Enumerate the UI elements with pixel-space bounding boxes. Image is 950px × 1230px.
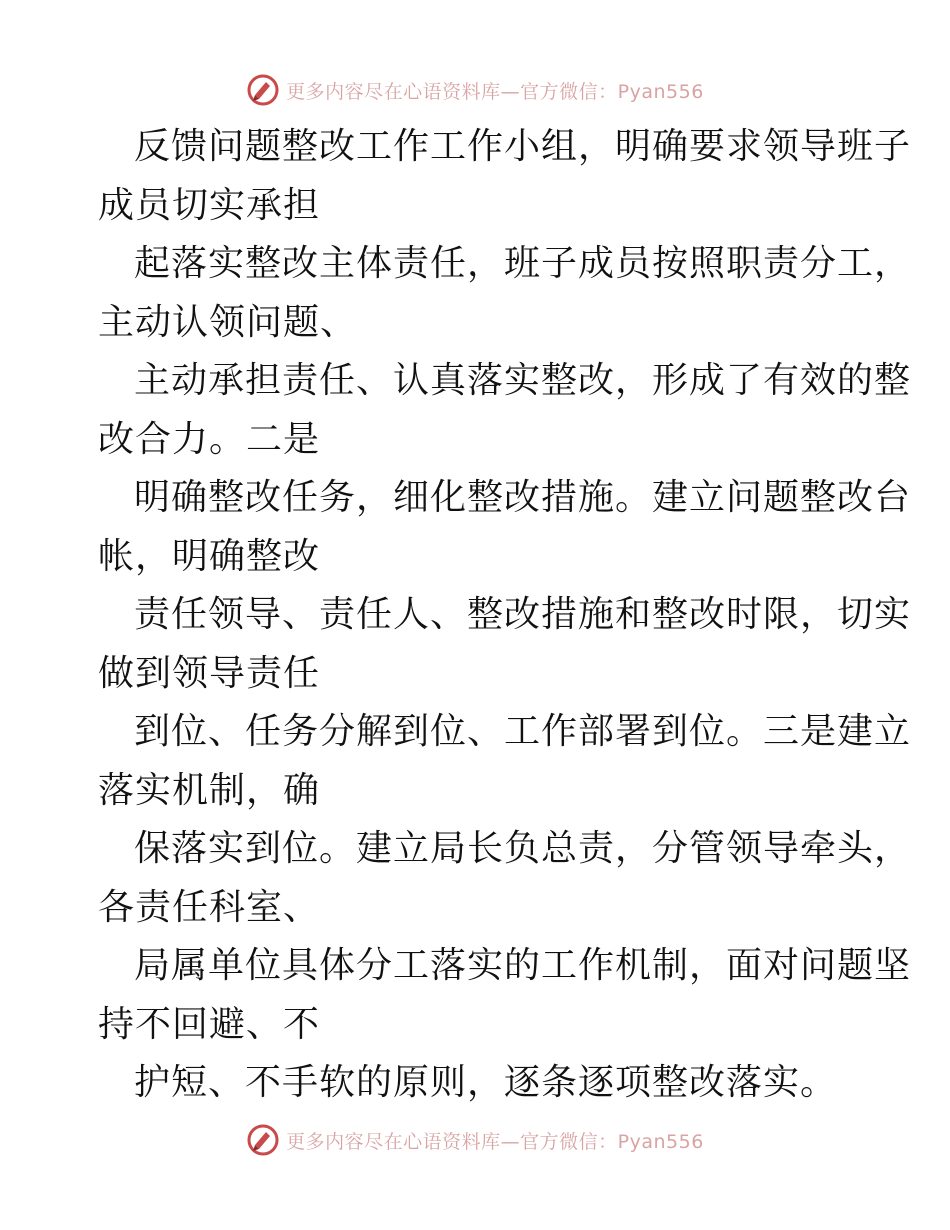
text-line: 到位、任务分解到位、工作部署到位。三是建立 [134,711,912,752]
header-banner-text: 更多内容尽在心语资料库—官方微信：Pyan556 [286,80,704,103]
text-line: 局属单位具体分工落实的工作机制，面对问题坚 [134,945,912,986]
text-line: 帐，明确整改 [98,535,321,577]
brand-logo-icon [246,1123,280,1157]
text-line: 主动承担责任、认真落实整改，形成了有效的整 [134,360,912,401]
text-line: 持不回避、不 [98,1003,321,1045]
brand-logo-icon [246,73,280,107]
text-line: 保落实到位。建立局长负总责，分管领导牵头， [134,828,912,869]
text-line: 明确整改任务，细化整改措施。建立问题整改台 [134,477,912,518]
text-line: 落实机制，确 [98,769,321,811]
text-line: 起落实整改主体责任，班子成员按照职责分工， [134,243,912,284]
text-line: 各责任科室、 [98,886,321,928]
footer-banner-text: 更多内容尽在心语资料库—官方微信：Pyan556 [286,1130,704,1153]
text-line: 做到领导责任 [98,652,321,694]
document-body [98,118,912,1113]
text-line: 主动认领问题、 [98,301,358,343]
text-line: 反馈问题整改工作工作小组，明确要求领导班子 [134,126,912,167]
text-line: 改合力。二是 [98,418,321,460]
text-line: 责任领导、责任人、整改措施和整改时限，切实 [134,594,912,635]
text-line: 成员切实承担 [98,184,321,226]
header-banner [0,70,950,110]
footer-banner [0,1120,950,1160]
text-line: 护短、不手软的原则，逐条逐项整改落实。 [134,1062,838,1103]
